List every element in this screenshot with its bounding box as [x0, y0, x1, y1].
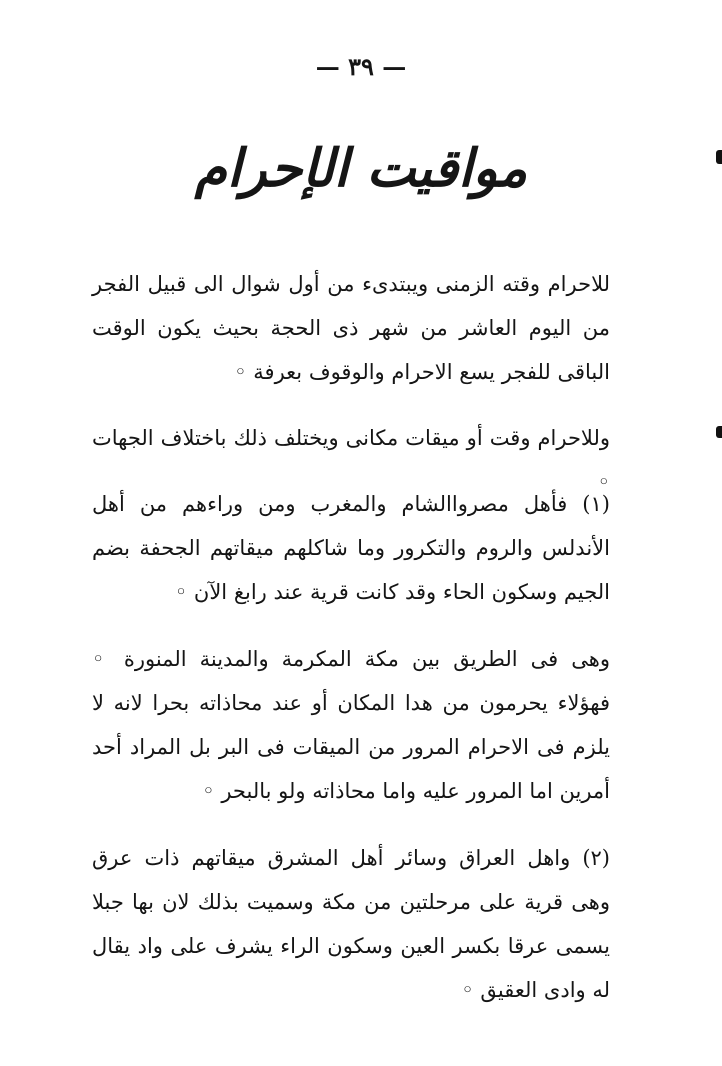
page-title: مواقيت الإحرام: [194, 138, 528, 199]
paragraph-miqat-iraq: (٢) واهل العراق وسائر أهل المشرق ميقاتهم ذات عرق وهى قرية على مرحلتين من مكة وسميت بذلك لان بها جبلا يسمى عرقا بكسر العين وسكون الراء يشرف على واد يقال له وادى العقيق ◦: [92, 846, 610, 1002]
paragraph-place-of-ihram: وللاحرام وقت أو ميقات مكانى ويختلف ذلك باختلاف الجهات ◦: [92, 426, 610, 494]
paragraph-route-explanation: وهى فى الطريق بين مكة المكرمة والمدينة المنورة ◦ فهؤلاء يحرمون من هدا المكان أو عند محاذاته بحرا لانه لا يلزم فى الاحرام المرور من الميقات فى البر بل المراد أحد أمرين اما المرور عليه واما محاذاته ولو بالبحر ◦: [92, 647, 610, 803]
paragraph-time-of-ihram: للاحرام وقته الزمنى ويبتدىء من أول شوال الى قبيل الفجر من اليوم العاشر من شهر ذى الحجة بحيث يكون الوقت الباقى للفجر يسع الاحرام والوقوف بعرفة ◦: [92, 272, 610, 384]
page-number: — ٣٩ —: [315, 52, 407, 81]
paragraph-miqat-egypt-sham: (١) فأهل مصرواالشام والمغرب ومن وراءهم من أهل الأندلس والروم والتكرور وما شاكلهم ميقاتهم الجحفة بضم الجيم وسكون الحاء وقد كانت قرية عند رابغ الآن ◦: [92, 492, 610, 604]
page-edge-mark: [716, 150, 722, 164]
page-edge-mark: [716, 426, 722, 438]
